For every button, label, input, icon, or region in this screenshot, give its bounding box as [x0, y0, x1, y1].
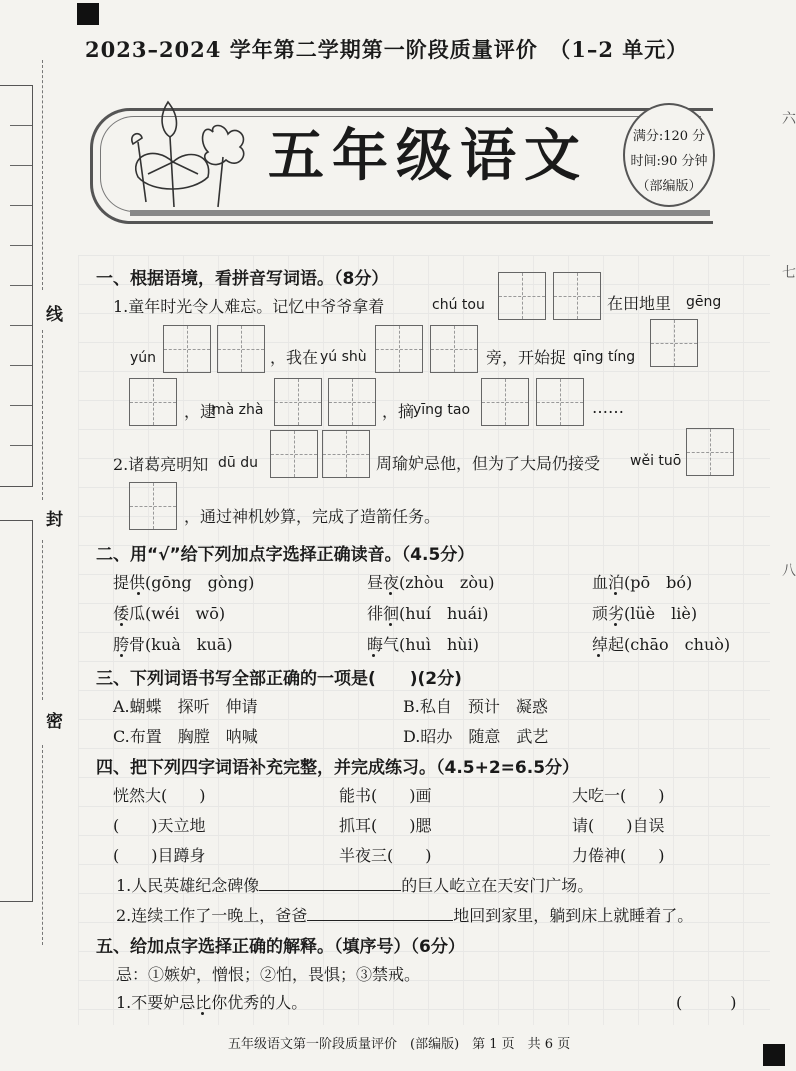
answer-box[interactable] [270, 430, 318, 478]
s5-question-1: 1.不要妒忌比你优秀的人。 [116, 993, 308, 1012]
pinyin-yingtao: yīng tao [413, 402, 471, 418]
idiom-item[interactable]: 请( )自误 [572, 816, 665, 835]
pronunciation-item: 胯骨(kuà kuā) [113, 635, 233, 654]
answer-box[interactable] [375, 325, 423, 373]
lotus-illustration-icon [118, 82, 258, 212]
choice-c[interactable]: C.布置 胸膛 呐喊 [113, 727, 258, 746]
seal-char-line: 线 [42, 305, 62, 322]
pinyin-yun: yún [130, 350, 157, 366]
subject-title: 五年级语文 [268, 124, 588, 189]
fill-blank[interactable] [307, 920, 453, 921]
answer-box[interactable] [274, 378, 322, 426]
idiom-item[interactable]: 半夜三( ) [339, 846, 432, 865]
pronunciation-item: 昼夜(zhòu zòu) [367, 573, 495, 592]
pronunciation-item: 提供(gōng gòng) [113, 573, 255, 592]
answer-box[interactable] [129, 378, 177, 426]
pinyin-yushu: yú shù [320, 349, 367, 365]
pronunciation-item: 血泊(pō bó) [592, 573, 693, 592]
seal-char-secret: 密 [42, 712, 62, 729]
section-2-heading: 二、用“√”给下列加点字选择正确读音。（4.5分） [96, 545, 475, 565]
seal-char-seal: 封 [42, 510, 62, 527]
idiom-item[interactable]: 抓耳( )腮 [339, 816, 432, 835]
answer-box[interactable] [650, 319, 698, 367]
student-info-box [0, 85, 33, 487]
pronunciation-item: 顽劣(lüè liè) [592, 604, 698, 623]
section-1-heading: 一、根据语境，看拼音写词语。（8分） [96, 269, 389, 289]
full-score: 满分:120 分 [632, 129, 706, 144]
pinyin-dudu: dū du [218, 455, 258, 471]
pinyin-chutou: chú tou [432, 297, 485, 313]
answer-box[interactable] [498, 272, 546, 320]
answer-box[interactable] [328, 378, 376, 426]
s1-line3-text: ，逮 [184, 402, 217, 421]
pronunciation-item: 晦气(huì hùi) [367, 635, 479, 654]
registration-mark-top [77, 3, 99, 25]
answer-box[interactable] [163, 325, 211, 373]
student-info-box-lower [0, 520, 33, 902]
exam-info-badge [623, 103, 715, 207]
s4-question-2: 2.连续工作了一晚上，爸爸 地回到家里，躺到床上就睡着了。 [116, 906, 694, 925]
ellipsis: …… [592, 398, 624, 417]
s1-line2-text-b: 旁，开始捉 [486, 348, 567, 367]
idiom-item[interactable]: ( )天立地 [113, 816, 206, 835]
s1-line4-text: 2.诸葛亮明知 [113, 455, 209, 474]
s4-question-1: 1.人民英雄纪念碑像 的巨人屹立在天安门广场。 [116, 876, 594, 895]
registration-mark-bottom [763, 1044, 785, 1066]
section-3-heading: 三、下列词语书写全部正确的一项是( )(2分) [96, 669, 462, 689]
idiom-item[interactable]: 力倦神( ) [572, 846, 665, 865]
s1-line2-text: ，我在 [270, 348, 319, 367]
s1-line4-text-b: 周瑜妒忌他，但为了大局仍接受 [376, 454, 601, 473]
edge-char-eight: 八 [782, 563, 796, 579]
definition-line: 忌：①嫉妒，憎恨；②怕，畏惧；③禁戒。 [116, 965, 421, 984]
section-5-heading: 五、给加点字选择正确的解释。（填序号）（6分） [96, 937, 465, 957]
choice-a[interactable]: A.蝴蝶 探听 伸请 [113, 697, 258, 716]
page-footer: 五年级语文第一阶段质量评价 (部编版) 第 1 页 共 6 页 [228, 1037, 571, 1052]
answer-box[interactable] [217, 325, 265, 373]
edge-char-six: 六 [782, 111, 796, 127]
answer-box[interactable] [129, 482, 177, 530]
exam-title: 2023–2024 学年第二学期第一阶段质量评价 （1–2 单元） [85, 37, 689, 62]
s1-line3-text-b: ，摘 [382, 402, 415, 421]
edge-char-seven: 七 [782, 265, 796, 281]
pronunciation-item: 倭瓜(wéi wō) [113, 604, 226, 623]
fill-blank[interactable] [259, 890, 401, 891]
choice-b[interactable]: B.私自 预计 凝惑 [403, 697, 548, 716]
s1-line5-text: ，通过神机妙算，完成了造箭任务。 [184, 507, 441, 526]
pinyin-weituo: wěi tuō [630, 453, 682, 469]
choice-d[interactable]: D.昭办 随意 武艺 [403, 727, 549, 746]
edition: （部编版） [636, 179, 702, 194]
s1-line1-text-b: 在田地里 [607, 294, 672, 313]
pronunciation-item: 绰起(chāo chuò) [592, 635, 731, 654]
section-4-heading: 四、把下列四字词语补充完整，并完成练习。（4.5+2=6.5分） [96, 758, 580, 778]
idiom-item[interactable]: 恍然大( ) [113, 786, 206, 805]
answer-box[interactable] [553, 272, 601, 320]
pinyin-geng: gēng [686, 294, 722, 310]
pinyin-mazha: mà zhà [212, 402, 264, 418]
answer-box[interactable] [686, 428, 734, 476]
answer-paren[interactable]: ( ) [676, 993, 737, 1012]
idiom-item[interactable]: ( )目蹲身 [113, 846, 206, 865]
answer-box[interactable] [322, 430, 370, 478]
pinyin-qingting: qīng tíng [573, 349, 636, 365]
answer-box[interactable] [481, 378, 529, 426]
idiom-item[interactable]: 大吃一( ) [572, 786, 665, 805]
idiom-item[interactable]: 能书( )画 [339, 786, 432, 805]
s1-line1-text: 1.童年时光令人难忘。记忆中爷爷拿着 [113, 297, 385, 316]
answer-box[interactable] [536, 378, 584, 426]
pronunciation-item: 徘徊(huí huái) [367, 604, 489, 623]
answer-box[interactable] [430, 325, 478, 373]
time-limit: 时间:90 分钟 [630, 154, 708, 169]
